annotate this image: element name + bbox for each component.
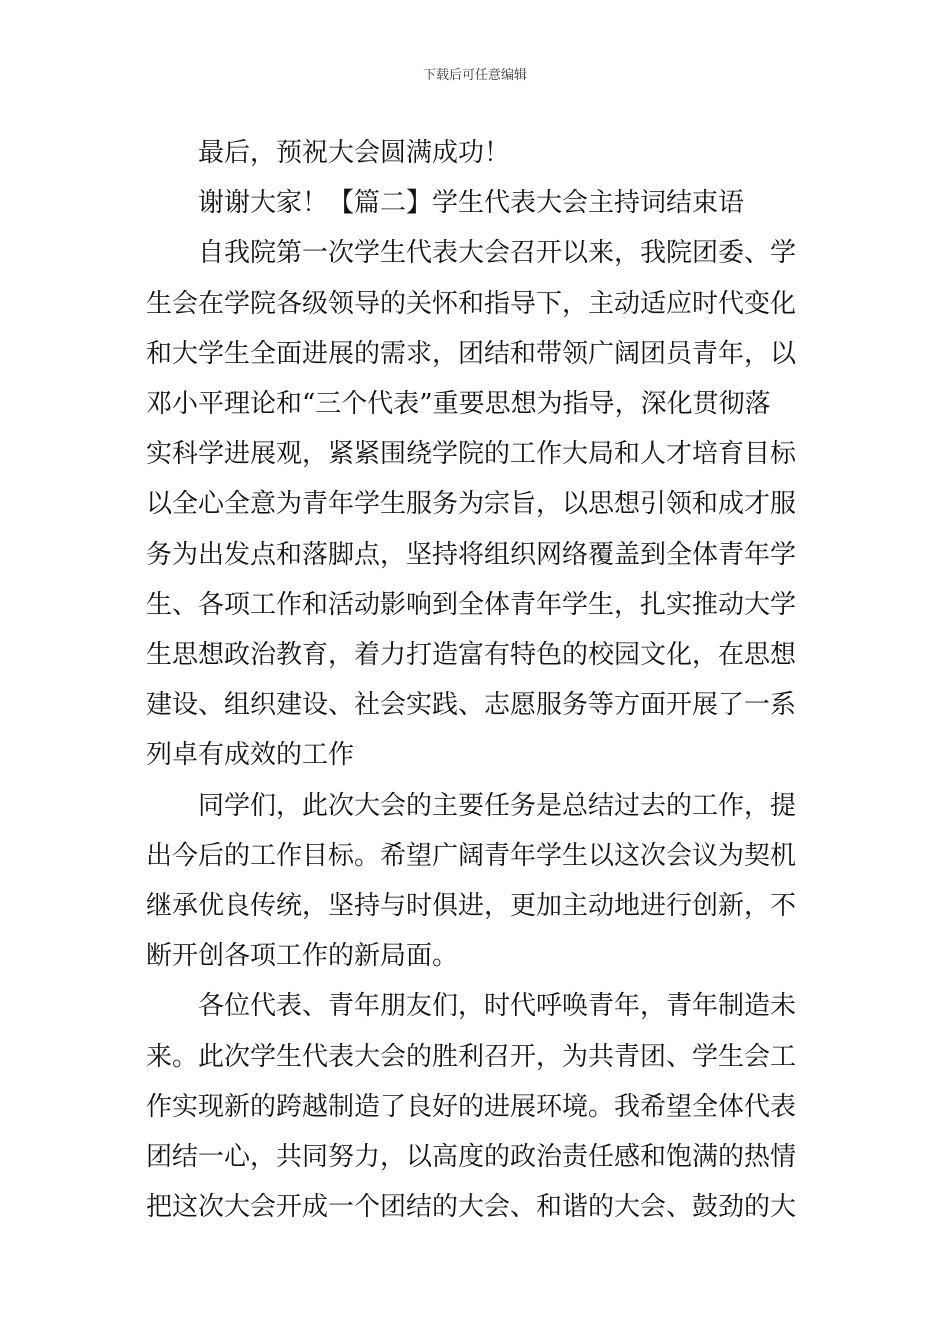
text-line: 建设、组织建设、社会实践、志愿服务等方面开展了一系 bbox=[146, 690, 797, 721]
text-line: 来。此次学生代表大会的胜利召开，为共青团、学生会工 bbox=[146, 1041, 797, 1072]
text-line: 生思想政治教育，着力打造富有特色的校园文化，在思想 bbox=[146, 640, 797, 671]
text-line: 务为出发点和落脚点，坚持将组织网络覆盖到全体青年学 bbox=[146, 539, 797, 570]
text-line: 实科学进展观，紧紧围绕学院的工作大局和人才培育目标 bbox=[146, 439, 797, 470]
paragraph-closing-wish bbox=[146, 128, 808, 178]
text-line: 生会在学院各级领导的关怀和指导下，主动适应时代变化 bbox=[146, 288, 797, 319]
text-line: 团结一心，共同努力，以高度的政治责任感和饱满的热情 bbox=[146, 1142, 797, 1173]
text-line: 继承优良传统，坚持与时俱进，更加主动地进行创新，不 bbox=[146, 891, 797, 922]
text-line: 谢谢大家！【篇二】学生代表大会主持词结束语 bbox=[198, 188, 745, 219]
text-line: 出今后的工作目标。希望广阔青年学生以这次会议为契机 bbox=[146, 840, 797, 871]
page-header: 下载后可任意编辑 bbox=[422, 68, 527, 83]
text-line: 以全心全意为青年学生服务为宗旨，以思想引领和成才服 bbox=[146, 489, 797, 520]
text-line: 同学们，此次大会的主要任务是总结过去的工作，提 bbox=[198, 790, 797, 821]
paragraph-work-summary bbox=[146, 228, 808, 780]
paragraph-meeting-tasks bbox=[146, 781, 808, 982]
text-line: 断开创各项工作的新局面。 bbox=[146, 941, 459, 972]
text-line: 列卓有成效的工作 bbox=[146, 740, 355, 771]
text-line: 作实现新的跨越制造了良好的进展环境。我希望全体代表 bbox=[146, 1091, 797, 1122]
text-line: 和大学生全面进展的需求，团结和带领广阔团员青年，以 bbox=[146, 338, 797, 369]
paragraph-call-to-youth bbox=[146, 981, 808, 1232]
paragraph-thanks-heading bbox=[146, 178, 808, 228]
text-line: 邓小平理论和“三个代表”重要思想为指导，深化贯彻落 bbox=[146, 389, 771, 420]
text-line: 最后，预祝大会圆满成功！ bbox=[198, 138, 511, 168]
document-body bbox=[146, 128, 808, 1232]
text-line: 把这次大会开成一个团结的大会、和谐的大会、鼓劲的大 bbox=[146, 1192, 797, 1223]
text-line: 各位代表、青年朋友们，时代呼唤青年，青年制造未 bbox=[198, 991, 797, 1022]
text-line: 自我院第一次学生代表大会召开以来，我院团委、学 bbox=[198, 238, 797, 269]
text-line: 生、各项工作和活动影响到全体青年学生，扎实推动大学 bbox=[146, 589, 797, 620]
